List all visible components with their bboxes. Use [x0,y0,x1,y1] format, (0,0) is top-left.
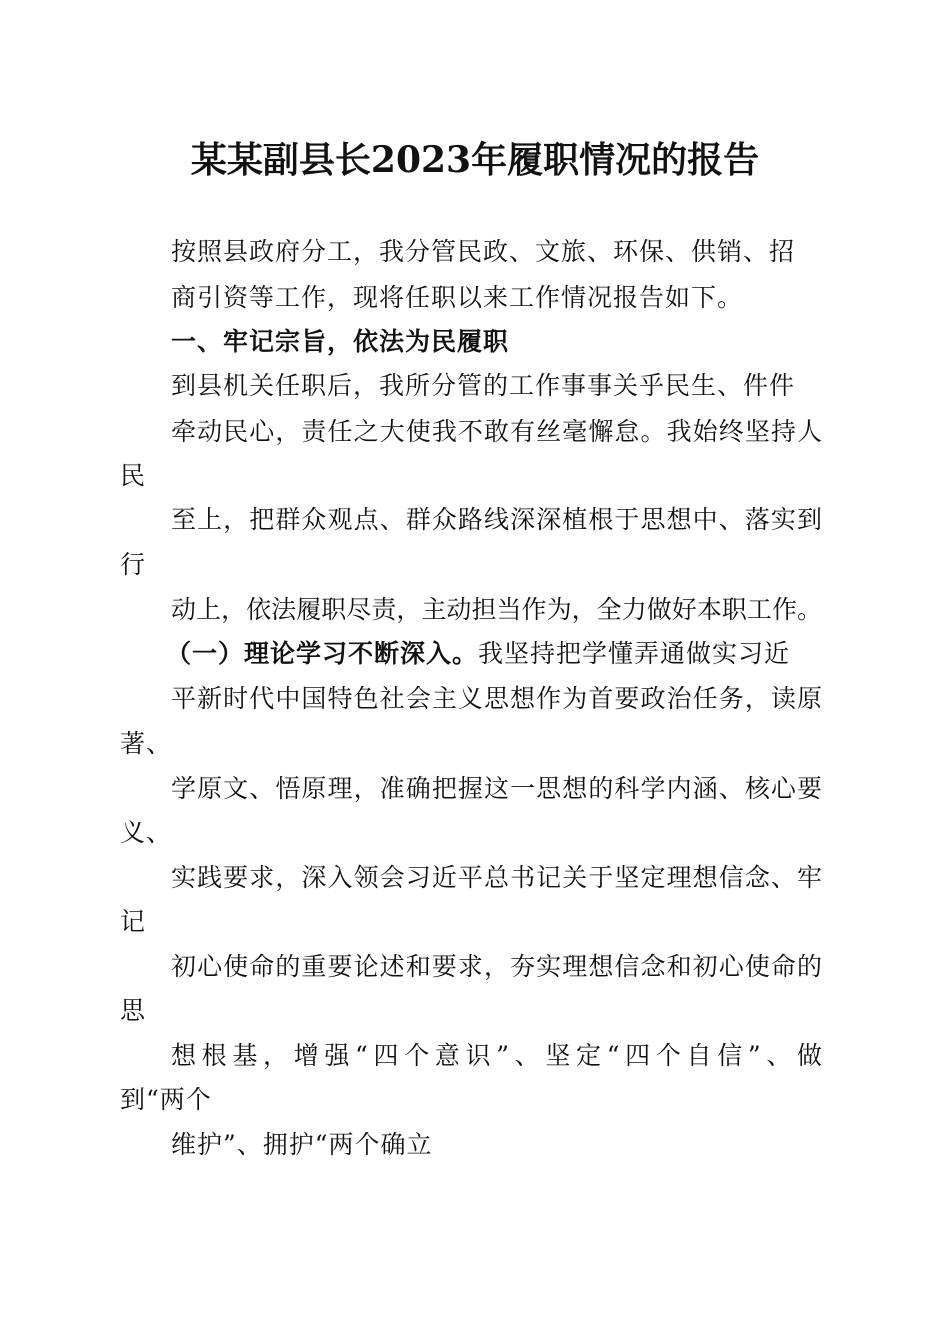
body-line: 初心使命的重要论述和要求，夯实理想信念和初心使命的 [171,952,822,981]
body-line: 动上，依法履职尽责，主动担当作为，全力做好本职工作。 [171,595,822,624]
body-line-wrap: 著、 [120,729,173,758]
body-line-wrap: 行 [120,550,147,579]
body-line: 牵动民心，责任之大使我不敢有丝毫懈怠。我始终坚持人 [171,417,822,446]
subsection-line-1-rest: 我坚持把学懂弄通做实习近 [478,639,791,668]
body-line-wrap: 思 [120,996,147,1025]
body-line-wrap: 民 [120,461,147,490]
body-line-wrap: 到“两个 [120,1085,212,1114]
intro-line-1: 按照县政府分工，我分管民政、文旅、环保、供销、招 [171,237,796,266]
body-line: 到县机关任职后，我所分管的工作事事关乎民生、件件 [171,371,796,400]
body-line: 想根基，增强“四个意识”、坚定“四个自信”、做 [171,1041,822,1070]
body-line-wrap: 记 [120,907,147,936]
intro-line-2: 商引资等工作，现将任职以来工作情况报告如下。 [171,283,744,312]
body-line: 至上，把群众观点、群众路线深深植根于思想中、落实到 [171,505,822,534]
section-heading-1: 一、牢记宗旨，依法为民履职 [171,327,510,356]
body-line: 实践要求，深入领会习近平总书记关于坚定理想信念、牢 [171,863,822,892]
subsection-line-1 [166,636,790,672]
body-line: 平新时代中国特色社会主义思想作为首要政治任务，读原 [171,684,822,713]
body-line: 维护”、拥护“两个确立 [171,1130,433,1159]
subsection-heading-1: （一）理论学习不断深入。 [166,639,479,668]
document-title: 某某副县长2023年履职情况的报告 [190,139,760,181]
body-line-wrap: 义、 [120,818,173,847]
body-line: 学原文、悟原理，准确把握这一思想的科学内涵、核心要 [171,774,822,803]
